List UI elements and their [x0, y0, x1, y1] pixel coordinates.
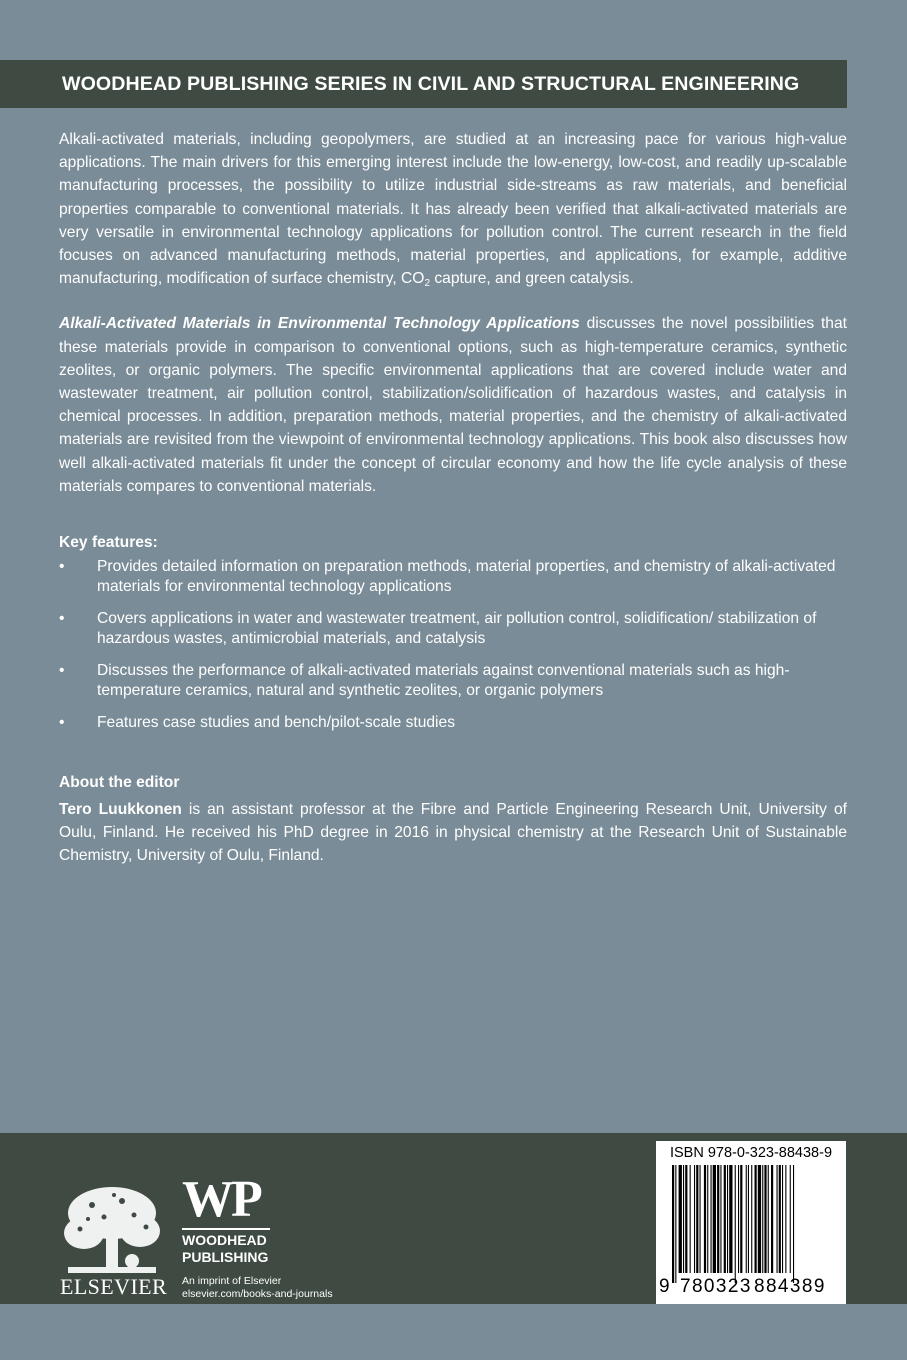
list-item	[59, 557, 847, 597]
woodhead-wp-logo: WP	[182, 1171, 260, 1228]
barcode-bar	[758, 1165, 761, 1273]
barcode-bar	[713, 1165, 716, 1273]
publishing-line: PUBLISHING	[182, 1249, 269, 1265]
barcode-bar	[683, 1165, 684, 1273]
barcode-bar	[751, 1165, 752, 1273]
woodhead-publishing-name	[182, 1232, 268, 1266]
barcode-bar	[762, 1165, 763, 1273]
about-editor-text	[59, 798, 847, 867]
barcode-bar	[720, 1165, 721, 1273]
feature-text: Provides detailed information on preparation methods, material properties, and chemistry of alkali-activated materials for environmental technology applications	[97, 558, 836, 596]
isbn-digit-first: 9	[659, 1276, 670, 1297]
woodhead-line: WOODHEAD	[182, 1232, 267, 1248]
isbn-digits-left: 780323	[680, 1276, 752, 1297]
barcode-bar	[675, 1165, 676, 1283]
feature-text: Discusses the performance of alkali-activated materials against conventional materials such as high-temperature ceramics, natural and synthetic zeolites, or organic polymers	[97, 662, 790, 700]
barcode-bar	[746, 1165, 747, 1273]
barcode-bar	[771, 1165, 773, 1273]
key-features-heading: Key features:	[59, 534, 158, 552]
back-cover-content	[59, 128, 847, 867]
barcode-bar	[790, 1165, 791, 1273]
barcode-bar	[717, 1165, 719, 1273]
barcode-bar	[700, 1165, 701, 1273]
barcode-bar	[738, 1165, 739, 1273]
barcode-bar	[696, 1165, 698, 1273]
barcode-bar	[724, 1165, 726, 1273]
barcode-bar	[764, 1165, 766, 1273]
isbn-label: ISBN 978-0-323-88438-9	[669, 1145, 833, 1161]
list-item	[59, 713, 847, 733]
book-title: Alkali-Activated Materials in Environmental Technology Applications	[59, 315, 580, 333]
barcode-bar	[793, 1165, 794, 1283]
barcode-bar	[690, 1165, 691, 1273]
barcode-bar	[768, 1165, 769, 1273]
elsevier-wordmark: ELSEVIER	[60, 1274, 168, 1299]
bullet-icon: •	[59, 662, 65, 680]
description-paragraph-2	[59, 312, 847, 498]
barcode-icon	[666, 1165, 836, 1283]
barcode-bar	[785, 1165, 786, 1273]
logo-divider	[182, 1228, 270, 1230]
isbn-barcode-panel	[656, 1141, 846, 1304]
description-text-2: discusses the novel possibilities that these materials provide in comparison to conventional options, such as high-temperature ceramics, synthetic zeolites, or organic polymers. The specific environmental applications that are covered include water and wastewater treatment, air pollution control, stabilization/solidification of hazardous wastes, and catalysis in chemical processes. In addition, preparation methods, material properties, and the chemistry of alkali-activated materials are revisited from the viewpoint of environmental technology applications. This book also discusses how well alkali-activated materials fit under the concept of circular economy and how the life cycle analysis of these materials compares to conventional materials.	[59, 315, 847, 495]
editor-bio: is an assistant professor at the Fibre and Particle Engineering Research Unit, University of Oulu, Finland. He received his PhD degree in 2016 in physical chemistry at the Research Unit of Sustainable Chemistry, University of Oulu, Finland.	[59, 801, 847, 865]
barcode-bar	[735, 1165, 736, 1283]
bullet-icon: •	[59, 714, 65, 732]
imprint-line: An imprint of Elsevier	[182, 1275, 282, 1287]
feature-text: Covers applications in water and wastewater treatment, air pollution control, solidification/ stabilization of hazardous wastes, antimicrobial materials, and catalysis	[97, 610, 817, 648]
description-paragraph-1	[59, 128, 847, 290]
key-features-list	[59, 557, 847, 733]
bullet-icon: •	[59, 610, 65, 628]
barcode-bar	[740, 1165, 742, 1273]
list-item	[59, 661, 847, 701]
barcode-bar	[727, 1165, 728, 1273]
about-editor-heading: About the editor	[59, 774, 180, 792]
barcode-bar	[777, 1165, 778, 1273]
barcode-bar	[755, 1165, 757, 1273]
series-banner	[0, 60, 847, 108]
barcode-bar	[672, 1165, 674, 1283]
barcode-bar	[729, 1165, 732, 1273]
feature-text: Features case studies and bench/pilot-scale studies	[97, 714, 455, 732]
description-text-end: capture, and green catalysis.	[430, 270, 634, 288]
barcode-bar	[707, 1165, 708, 1273]
publisher-website: elsevier.com/books-and-journals	[182, 1288, 333, 1300]
barcode-bar	[779, 1165, 781, 1273]
barcode-bar	[685, 1165, 687, 1273]
barcode-bar	[711, 1165, 712, 1273]
list-item	[59, 609, 847, 649]
imprint-text	[182, 1275, 333, 1301]
isbn-digits-right: 884389	[754, 1276, 826, 1297]
barcode-bar	[748, 1165, 749, 1273]
barcode-bar	[704, 1165, 706, 1273]
bullet-icon: •	[59, 558, 65, 576]
barcode-bar	[782, 1165, 783, 1273]
subscript-2: 2	[424, 278, 431, 290]
editor-name: Tero Luukkonen	[59, 801, 182, 819]
barcode-bar	[694, 1165, 695, 1273]
description-text: Alkali-activated materials, including geopolymers, are studied at an increasing pace for various high-value applications. The main drivers for this emerging interest include the low-energy, low-cost, and readily up-scalable manufacturing processes, the possibility to utilize industrial side-streams as raw materials, and beneficial properties comparable to conventional materials. It has already been verified that alkali-activated materials are very versatile in environmental technology applications for pollution control. The current research in the field focuses on advanced manufacturing methods, material properties, and applications, for example, additive manufacturing, modification of surface chemistry, CO	[59, 131, 847, 288]
barcode-bar	[679, 1165, 682, 1273]
series-title: WOODHEAD PUBLISHING SERIES IN CIVIL AND STRUCTURAL ENGINEERING	[62, 73, 800, 95]
